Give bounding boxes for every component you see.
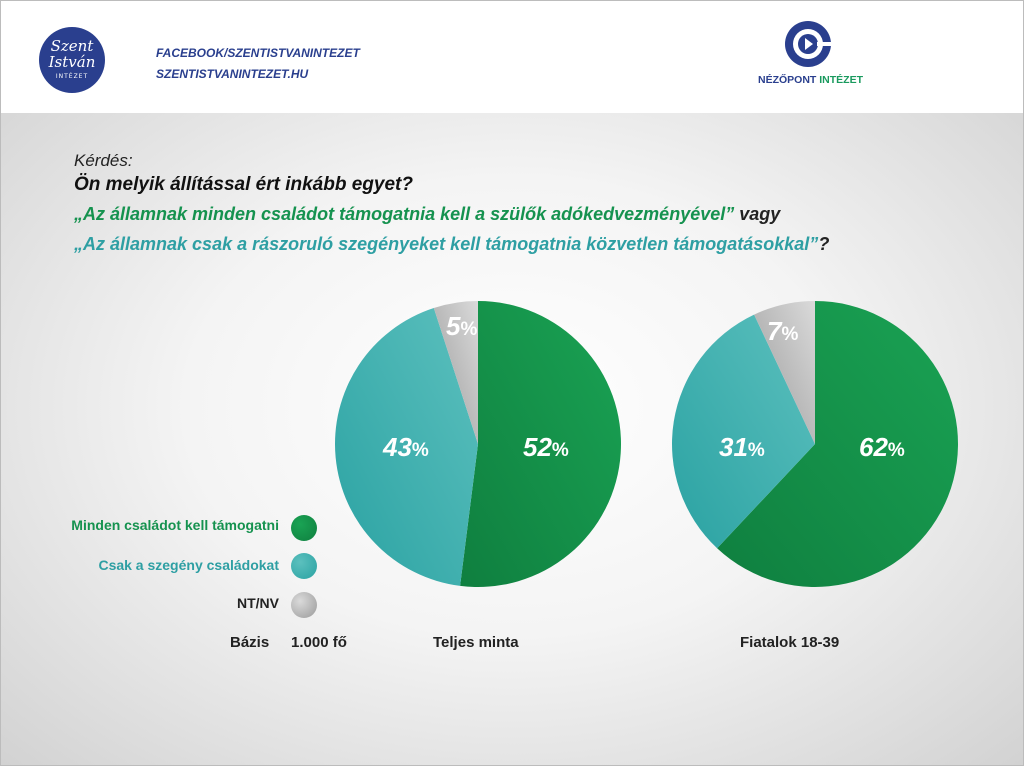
pie-1-gray-value: 7 bbox=[767, 316, 782, 346]
pie-0-green-label bbox=[523, 432, 569, 463]
pie-1-green-value: 62 bbox=[859, 432, 888, 462]
pie-chart-fiatalok bbox=[667, 299, 963, 589]
facebook-handle: SZENTISTVANINTEZET bbox=[227, 46, 360, 60]
question-option-2 bbox=[74, 234, 829, 255]
pie-0-teal-unit: % bbox=[411, 440, 429, 461]
pie-1-gray-unit: % bbox=[781, 324, 799, 345]
pie-1-gray-label bbox=[767, 316, 798, 347]
option-2-text: „Az államnak csak a rászoruló szegényeket kell támogatnia közvetlen támogatásokkal” bbox=[74, 234, 819, 254]
question-option-1 bbox=[74, 204, 780, 225]
brand-part-2: INTÉZET bbox=[819, 74, 863, 86]
pie-0-gray-label bbox=[446, 311, 477, 342]
facebook-link[interactable] bbox=[156, 43, 360, 64]
question-label: Kérdés: bbox=[74, 151, 133, 170]
header-links bbox=[156, 43, 360, 85]
legend-label-poor-families: Csak a szegény családokat bbox=[98, 557, 279, 573]
question-end-mark: ? bbox=[818, 234, 830, 254]
pie-1-green-unit: % bbox=[887, 440, 905, 461]
logo-line-1: Szent bbox=[50, 37, 94, 55]
legend-swatch-gray bbox=[291, 592, 317, 618]
pie-1-teal-value: 31 bbox=[719, 432, 748, 462]
facebook-prefix: FACEBOOK/ bbox=[156, 46, 228, 60]
legend-swatch-teal bbox=[291, 553, 317, 579]
nezopont-brand-text bbox=[753, 74, 868, 86]
website-link[interactable]: SZENTISTVANINTEZET.HU bbox=[156, 67, 309, 81]
pie-0-gray-unit: % bbox=[460, 319, 478, 340]
logo-line-3: INTÉZET bbox=[55, 73, 89, 80]
szent-istvan-logo[interactable] bbox=[39, 27, 105, 93]
pie-0-gray-value: 5 bbox=[446, 311, 461, 341]
legend-swatch-green bbox=[291, 515, 317, 541]
legend-label-all-families: Minden családot kell támogatni bbox=[71, 517, 279, 533]
nezopont-logo-icon bbox=[783, 19, 833, 69]
pie-1-teal-label bbox=[719, 432, 765, 463]
basis-label: Bázis bbox=[230, 634, 270, 651]
logo-line-2: István bbox=[48, 53, 96, 71]
option-1-text: „Az államnak minden családot támogatnia kell a szülők adókedvezményével” bbox=[74, 204, 735, 224]
pie-0-teal-label bbox=[383, 432, 429, 463]
chart-title-teljes-minta: Teljes minta bbox=[433, 634, 519, 651]
basis-value: 1.000 fő bbox=[291, 634, 347, 651]
pie-0-green-unit: % bbox=[551, 440, 569, 461]
header bbox=[1, 1, 1023, 113]
pie-chart-teljes-minta bbox=[330, 299, 626, 589]
pie-1-teal-unit: % bbox=[747, 440, 765, 461]
pie-1-green-label bbox=[859, 432, 905, 463]
question-text: Ön melyik állítással ért inkább egyet? bbox=[74, 174, 413, 195]
pie-0-teal-value: 43 bbox=[383, 432, 412, 462]
chart-title-fiatalok: Fiatalok 18-39 bbox=[740, 634, 840, 651]
legend-label-nt-nv: NT/NV bbox=[237, 595, 279, 611]
pie-0-green-value: 52 bbox=[523, 432, 552, 462]
brand-part-1: NÉZŐPONT bbox=[757, 74, 817, 86]
connector-text: vagy bbox=[739, 204, 781, 224]
